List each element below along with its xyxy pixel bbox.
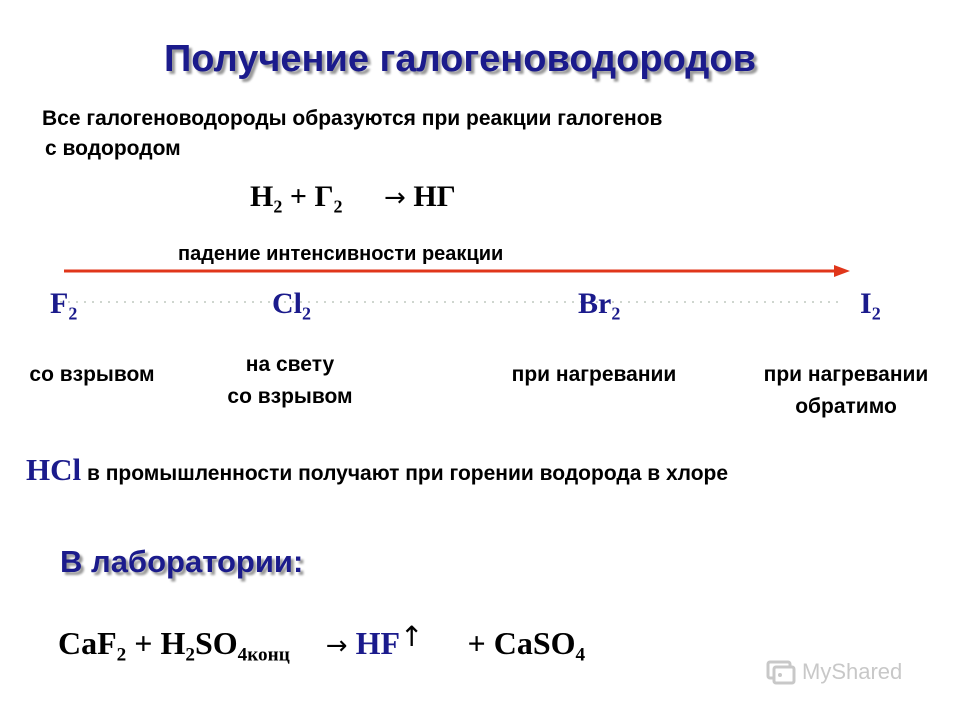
eq2-part2b: SO xyxy=(194,625,238,661)
eq2-part2a: H xyxy=(160,625,186,661)
condition-i2-line-1: при нагревании xyxy=(763,363,929,386)
eq2-part2a-sub: 2 xyxy=(185,644,195,666)
lab-heading: В лаборатории: xyxy=(60,544,304,579)
halogen-cl2-symbol: Cl xyxy=(272,287,302,320)
watermark-text: MyShared xyxy=(802,659,903,684)
condition-f2-line-1: со взрывом xyxy=(29,363,155,386)
condition-cl2 xyxy=(200,349,380,413)
eq1-reactant1: H xyxy=(250,180,274,213)
eq2-plus1: + xyxy=(134,625,153,661)
eq1-product: HГ xyxy=(413,180,456,213)
eq1-plus: + xyxy=(289,180,307,213)
eq2-product2-sub: 4 xyxy=(575,644,586,666)
halogen-f2-sub: 2 xyxy=(68,303,78,324)
gas-arrow-icon: ↑ xyxy=(400,620,424,653)
halogen-f2-symbol: F xyxy=(50,287,69,320)
condition-cl2-line-1: на свету xyxy=(245,353,335,376)
watermark xyxy=(766,658,902,686)
eq2-part1-sub: 2 xyxy=(116,644,127,666)
halogen-br2-sub: 2 xyxy=(611,303,621,324)
halogen-cl2 xyxy=(272,287,311,324)
eq1-reactant2: Г xyxy=(314,180,334,213)
general-equation xyxy=(250,180,456,217)
eq1-arrow-icon: → xyxy=(384,183,406,213)
eq2-plus2: + xyxy=(467,625,486,661)
condition-br2-line-1: при нагревании xyxy=(511,363,677,386)
halogen-cl2-sub: 2 xyxy=(302,303,311,324)
intensity-label: падение интенсивности реакции xyxy=(178,243,504,265)
watermark-logo-icon xyxy=(766,658,796,686)
eq2-product1: HF xyxy=(355,625,400,661)
condition-i2-line-2: обратимо xyxy=(795,395,897,418)
halogen-i2-symbol: I xyxy=(860,287,872,320)
intro-line-2: с водородом xyxy=(45,137,181,160)
eq2-product2: CaSO xyxy=(493,625,576,661)
condition-cl2-line-2: со взрывом xyxy=(227,385,353,408)
industry-formula: HCl xyxy=(26,452,82,487)
condition-f2 xyxy=(10,359,174,391)
halogen-br2-symbol: Br xyxy=(578,287,612,320)
intro-line-1: Все галогеноводороды образуются при реакции галогенов xyxy=(42,107,663,130)
industry-text: в промышленности получают при горении водорода в хлоре xyxy=(86,462,729,485)
condition-br2 xyxy=(484,359,704,391)
eq1-reactant2-sub: 2 xyxy=(333,196,343,217)
eq2-part1: CaF xyxy=(58,625,117,661)
condition-i2 xyxy=(734,359,958,423)
lab-equation xyxy=(58,620,585,667)
halogen-i2 xyxy=(860,287,881,324)
eq2-arrow-icon: → xyxy=(325,631,348,661)
industry-note xyxy=(26,452,728,488)
eq1-reactant1-sub: 2 xyxy=(273,196,283,217)
intensity-arrow-icon xyxy=(60,262,860,312)
intro-text xyxy=(42,104,662,164)
halogen-f2 xyxy=(50,287,77,324)
page-title: Получение галогеноводородов xyxy=(163,38,756,80)
eq2-part2b-sub: 4конц xyxy=(237,644,290,666)
halogen-br2 xyxy=(578,287,620,324)
halogen-i2-sub: 2 xyxy=(871,303,881,324)
